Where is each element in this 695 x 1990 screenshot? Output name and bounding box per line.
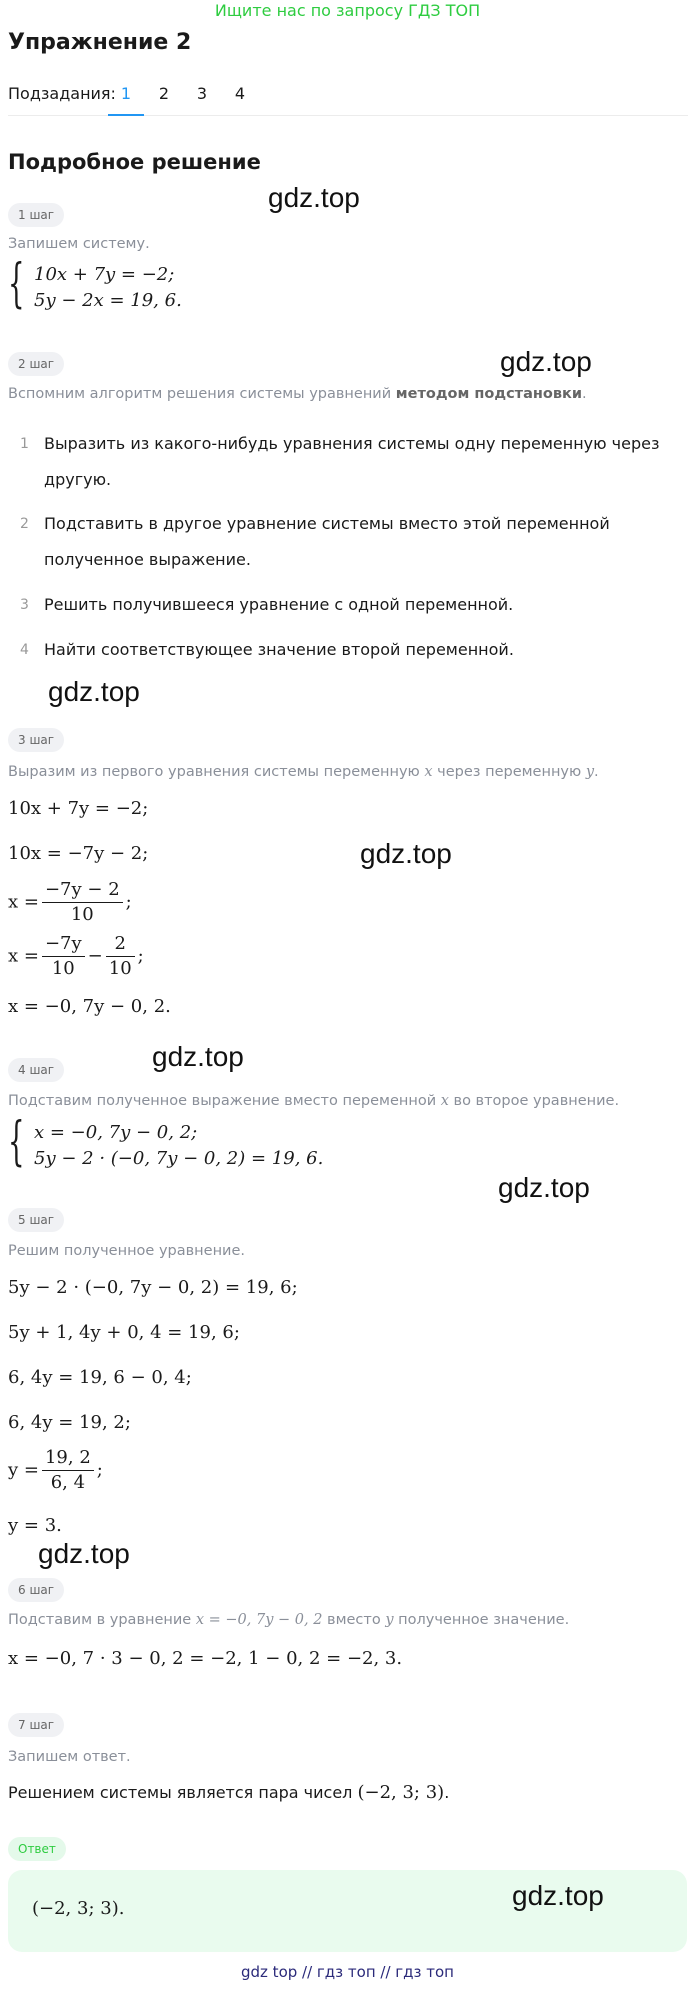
- algorithm-item-text: Выразить из какого-нибудь уравнения системы одну переменную через другую.: [44, 434, 660, 489]
- step-3-hint: [8, 764, 599, 780]
- hint-expression: x = −0, 7y − 0, 2: [195, 1612, 323, 1628]
- step-7-hint: Запишем ответ.: [8, 1749, 131, 1765]
- subtasks-tabs: [8, 84, 688, 116]
- step-6-hint-mid: вместо: [322, 1612, 386, 1628]
- terminator: ;: [125, 891, 132, 913]
- step-3-hint-end: .: [594, 764, 599, 780]
- algorithm-item-text: Решить получившееся уравнение с одной переменной.: [44, 595, 514, 614]
- answer-badge: Ответ: [8, 1837, 66, 1861]
- tab-subtask-1[interactable]: 1: [108, 84, 144, 116]
- step-3-line-4: [8, 932, 144, 981]
- subtasks-label: Подзадания:: [8, 84, 116, 103]
- step-5-line-4: 6, 4y = 19, 2;: [8, 1412, 131, 1433]
- var-y: y: [585, 764, 595, 780]
- watermark: gdz.top: [512, 1880, 604, 1911]
- step-2-badge: 2 шаг: [8, 352, 64, 376]
- step-3-line-5: x = −0, 7y − 0, 2.: [8, 996, 171, 1017]
- step-5-badge: 5 шаг: [8, 1208, 64, 1232]
- numerator: −7y − 2: [42, 878, 123, 903]
- lhs: x =: [8, 891, 39, 913]
- watermark: gdz.top: [152, 1041, 244, 1072]
- denominator: 6, 4: [50, 1472, 86, 1493]
- lhs: x =: [8, 945, 39, 967]
- system-brace: {: [8, 254, 25, 314]
- step-3-hint-mid: через переменную: [432, 764, 586, 780]
- section-title: Подробное решение: [8, 150, 261, 174]
- watermark: gdz.top: [360, 838, 452, 869]
- exercise-title: Упражнение 2: [8, 30, 192, 55]
- var-y: y: [385, 1612, 394, 1628]
- step-1-hint: Запишем систему.: [8, 236, 150, 252]
- step-5-line-2: 5y + 1, 4y + 0, 4 = 19, 6;: [8, 1322, 240, 1343]
- step-5-hint: Решим полученное уравнение.: [8, 1243, 246, 1259]
- system-brace: {: [8, 1112, 25, 1172]
- footer-links[interactable]: gdz top // гдз топ // гдз топ: [241, 1963, 454, 1981]
- step-5-line-1: 5y − 2 · (−0, 7y − 0, 2) = 19, 6;: [8, 1277, 298, 1298]
- step-2-hint-text: Вспомним алгоритм решения системы уравнений: [8, 386, 396, 402]
- step-3-line-3: [8, 878, 132, 927]
- step-6-line-1: x = −0, 7 · 3 − 0, 2 = −2, 1 − 0, 2 = −2, 3.: [8, 1648, 403, 1669]
- terminator: ;: [137, 945, 144, 967]
- numerator: 2: [106, 932, 135, 957]
- step-2-hint: [8, 386, 587, 402]
- denominator: 10: [70, 904, 94, 925]
- step-6-hint: [8, 1612, 569, 1628]
- answer-pair: (−2, 3; 3): [357, 1782, 445, 1803]
- system-eq-1: 10x + 7y = −2;: [34, 264, 175, 285]
- step-4-hint-text: Подставим полученное выражение вместо переменной: [8, 1093, 441, 1109]
- algorithm-item-number: 4: [20, 642, 29, 658]
- step-7-badge: 7 шаг: [8, 1713, 64, 1737]
- step-3-badge: 3 шаг: [8, 728, 64, 752]
- algorithm-item-number: 1: [20, 436, 29, 452]
- step-4-badge: 4 шаг: [8, 1058, 64, 1082]
- step-4-hint-end: во второе уравнение.: [448, 1093, 620, 1109]
- step-3-line-1: 10x + 7y = −2;: [8, 798, 149, 819]
- algorithm-item-number: 3: [20, 597, 29, 613]
- fraction: [106, 932, 135, 981]
- answer-sentence: Решением системы является пара чисел: [8, 1783, 358, 1802]
- tab-subtask-3[interactable]: 3: [196, 84, 208, 103]
- system-eq-1: x = −0, 7y − 0, 2;: [34, 1122, 198, 1143]
- step-6-badge: 6 шаг: [8, 1578, 64, 1602]
- step-6-hint-text: Подставим в уравнение: [8, 1612, 196, 1628]
- step-7-text: [8, 1782, 449, 1803]
- search-banner: Ищите нас по запросу ГДЗ ТОП: [214, 1, 481, 20]
- tab-subtask-2[interactable]: 2: [158, 84, 170, 103]
- tab-subtask-4[interactable]: 4: [234, 84, 246, 103]
- fraction: [42, 1446, 94, 1495]
- system-eq-2: 5y − 2 · (−0, 7y − 0, 2) = 19, 6.: [34, 1148, 324, 1169]
- lhs: y =: [8, 1459, 39, 1481]
- var-x: x: [424, 764, 433, 780]
- step-3-hint-text: Выразим из первого уравнения системы переменную: [8, 764, 425, 780]
- step-2-hint-end: .: [582, 386, 587, 402]
- algorithm-item-text: Найти соответствующее значение второй переменной.: [44, 640, 514, 659]
- step-6-hint-end: полученное значение.: [393, 1612, 570, 1628]
- watermark: gdz.top: [38, 1538, 130, 1569]
- step-1-badge: 1 шаг: [8, 203, 64, 227]
- step-5-line-3: 6, 4y = 19, 6 − 0, 4;: [8, 1367, 192, 1388]
- terminator: ;: [96, 1459, 103, 1481]
- denominator: 10: [51, 958, 75, 979]
- answer-value: (−2, 3; 3).: [32, 1898, 125, 1919]
- algorithm-item-text: Подставить в другое уравнение системы вместо этой переменной полученное выражение.: [44, 514, 610, 569]
- system-eq-2: 5y − 2x = 19, 6.: [34, 290, 182, 311]
- step-5-line-6: y = 3.: [8, 1515, 62, 1536]
- var-x: x: [440, 1093, 449, 1109]
- fraction: [42, 878, 123, 927]
- watermark: gdz.top: [268, 182, 360, 213]
- fraction: [42, 932, 85, 981]
- operator: −: [87, 945, 103, 967]
- denominator: 10: [108, 958, 132, 979]
- answer-sentence-end: .: [444, 1783, 450, 1802]
- numerator: −7y: [42, 932, 85, 957]
- algorithm-item-number: 2: [20, 516, 29, 532]
- step-5-line-5: [8, 1446, 103, 1495]
- step-3-line-2: 10x = −7y − 2;: [8, 843, 149, 864]
- watermark: gdz.top: [500, 346, 592, 377]
- step-4-hint: [8, 1093, 619, 1109]
- step-2-hint-bold: методом подстановки: [395, 386, 583, 402]
- numerator: 19, 2: [42, 1446, 94, 1471]
- watermark: gdz.top: [498, 1172, 590, 1203]
- watermark: gdz.top: [48, 676, 140, 707]
